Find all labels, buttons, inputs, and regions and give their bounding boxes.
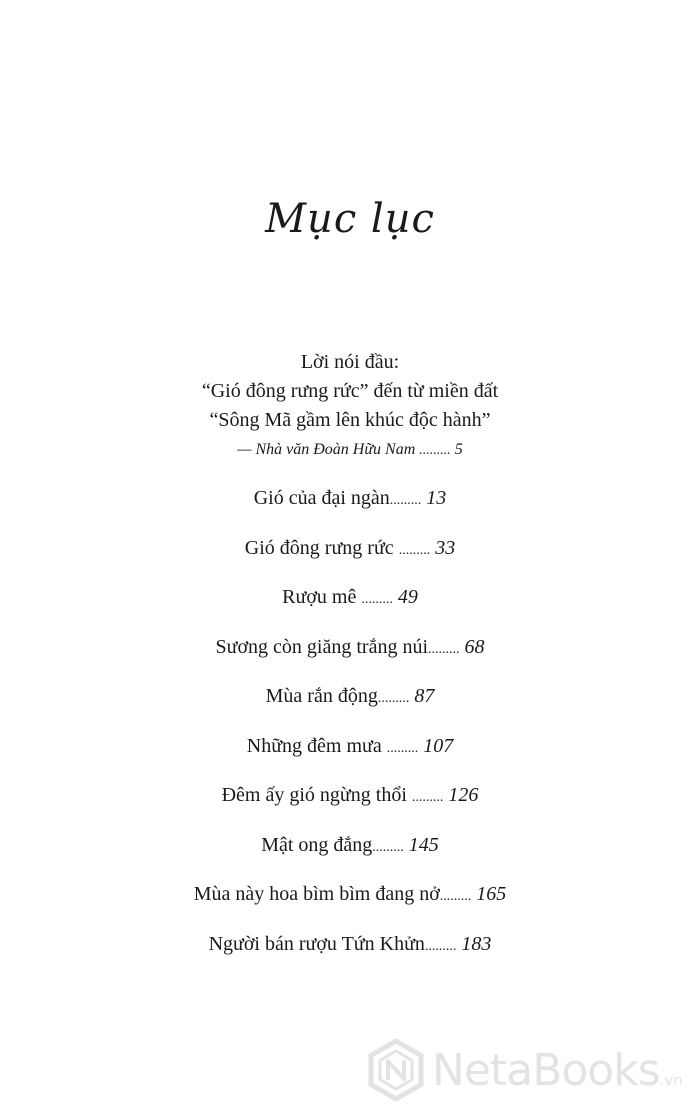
watermark [364, 1030, 700, 1110]
entry-title: Mùa rắn động [265, 685, 378, 707]
leader-dots: ......... [398, 542, 431, 558]
leader-dots: ......... [419, 443, 451, 458]
toc-entry [0, 686, 700, 736]
page-title: Mục lục [265, 196, 435, 242]
page-number: 68 [464, 635, 485, 658]
page-number: 145 [408, 833, 439, 856]
toc-entry [0, 736, 700, 786]
toc-entry [0, 884, 700, 934]
entry-title: Rượu mê [282, 586, 357, 608]
table-of-contents [0, 348, 700, 983]
leader-dots: ......... [428, 641, 460, 657]
toc-entry [0, 488, 700, 538]
netabooks-logo-icon [364, 1038, 428, 1102]
watermark-brand: NetaBooks [432, 1044, 660, 1096]
page-number: 107 [423, 734, 454, 757]
page-number: 87 [414, 685, 435, 707]
entry-title: Người bán rượu Tứn Khửn [208, 932, 425, 955]
page-number: 126 [448, 784, 479, 806]
toc-entry [0, 785, 700, 835]
preface-line-3: “Sông Mã gầm lên khúc độc hành” [209, 409, 491, 431]
preface-line-1: Lời nói đầu: [300, 351, 400, 373]
page-number: 183 [461, 932, 492, 955]
entry-title: Gió của đại ngàn [253, 487, 390, 509]
leader-dots: ......... [372, 839, 404, 855]
watermark-text [432, 1045, 683, 1096]
preface-author: — Nhà văn Đoàn Hữu Nam [237, 441, 416, 458]
leader-dots: ......... [389, 493, 422, 508]
toc-entry [0, 587, 700, 637]
watermark-suffix: .vn [659, 1070, 683, 1089]
entry-title: Mùa này hoa bìm bìm đang nở [193, 883, 440, 905]
toc-entry [0, 637, 700, 687]
page-number: 13 [426, 487, 447, 509]
page-number: 33 [435, 536, 456, 559]
toc-entry [0, 934, 700, 984]
toc-entry [0, 835, 700, 885]
preface-author-line [0, 435, 700, 466]
leader-dots: ......... [439, 889, 472, 904]
leader-dots: ......... [377, 691, 410, 706]
leader-dots: ......... [424, 938, 457, 954]
entry-title: Gió đông rưng rức [244, 536, 399, 559]
leader-dots: ......... [361, 592, 393, 607]
page-number: 49 [397, 586, 418, 608]
entry-title: Những đêm mưa [246, 734, 382, 757]
preface-line-2: “Gió đông rưng rức” đến từ miền đất [201, 380, 499, 402]
entry-title: Đêm ấy gió ngừng thổi [221, 784, 407, 806]
toc-entry [0, 538, 700, 588]
leader-dots: ......... [411, 790, 444, 805]
entry-title: Sương còn giăng trắng núi [215, 635, 428, 658]
entry-title: Mật ong đắng [261, 833, 373, 856]
leader-dots: ......... [386, 740, 419, 756]
page-number: 165 [476, 883, 507, 905]
page-number: 5 [454, 441, 463, 458]
toc-entries [0, 488, 700, 983]
toc-entry-preface [0, 348, 700, 466]
